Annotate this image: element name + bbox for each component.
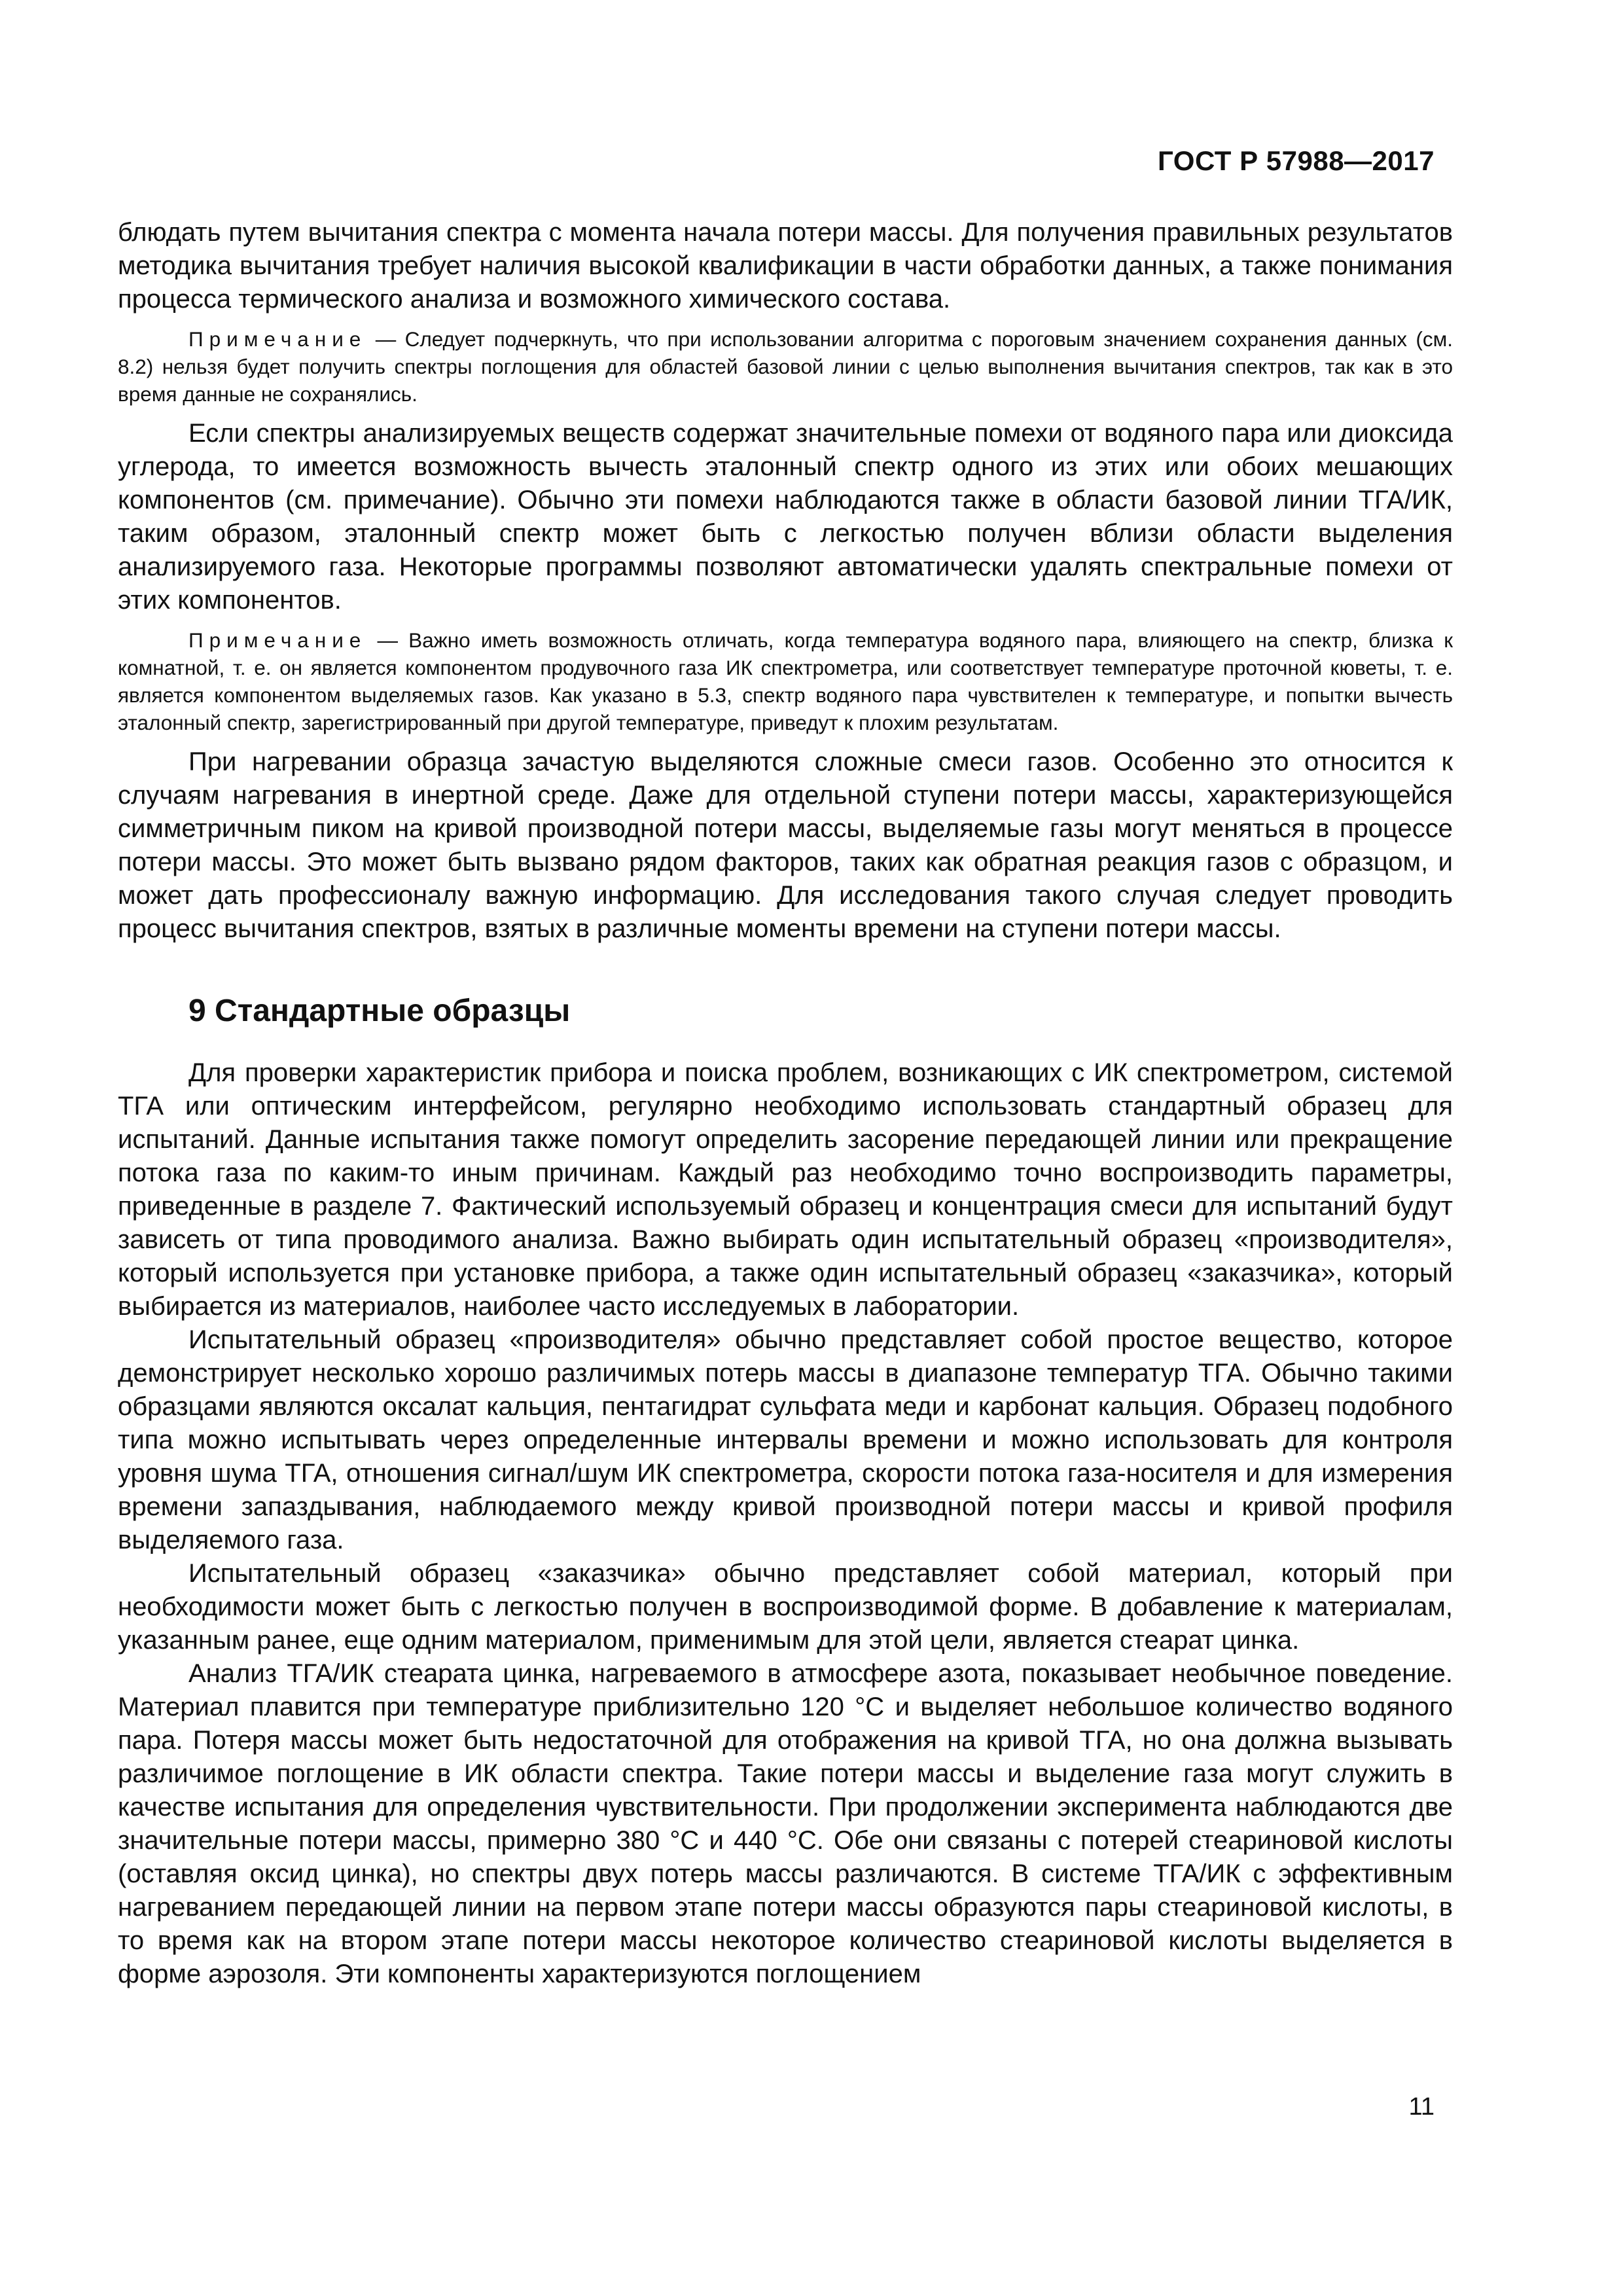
note-1 [118,325,1453,408]
paragraph-gas-mixtures: При нагревании образца зачастую выделяются сложные смеси газов. Особенно это относится к случаям нагревания в инертной среде. Даже для отдельной ступени потери массы, характеризующейся симметричным пиком на кривой производной потери массы, выделяемые газы могут меняться в процессе потери массы. Это может быть вызвано рядом факторов, таких как обратная реакция газов с образцом, и может дать профессионалу важную информацию. Для исследования такого случая следует проводить процесс вычитания спектров, взятых в различные моменты времени на ступени потери массы. [118,747,1453,943]
section-9-heading: 9 Стандартные образцы [188,994,571,1028]
note-2-text: — Важно иметь возможность отличать, когда температура водяного пара, влияющего на спектр, близка к комнатной, т. е. он является компонентом продувочного газа ИК спектрометра, или соответствует температуре проточной кюветы, т. е. является компонентом выделяемых газов. Как указано в 5.3, спектр водяного пара чувствителен к температуре, и попытки вычесть эталонный спектр, зарегистрированный при другой температуре, приведут к плохим результатам. [118,628,1453,734]
note-1-text: — Следует подчеркнуть, что при использовании алгоритма с пороговым значением сохранения данных (см. 8.2) нельзя будет получить спектры поглощения для областей базовой линии с целью выполнения вычитания спектров, так как в это время данные не сохранялись. [118,327,1453,406]
page-number: 11 [1408,2093,1435,2121]
paragraph-customer-sample: Испытательный образец «заказчика» обычно представляет собой материал, который при необходимости может быть с легкостью получен в воспроизводимой форме. В добавление к материалам, указанным ранее, еще одним материалом, применимым для этой цели, является стеарат цинка. [118,1559,1453,1655]
paragraph-continuation: блюдать путем вычитания спектра с момента начала потери массы. Для получения правильных результатов методика вычитания требует наличия высокой квалификации в части обработки данных, а также понимания процесса термического анализа и возможного химического состава. [118,218,1453,314]
standard-header: ГОСТ Р 57988—2017 [1158,145,1435,176]
page-content [118,216,1453,1991]
paragraph-manufacturer-sample: Испытательный образец «производителя» обычно представляет собой простое вещество, которое демонстрирует несколько хорошо различимых потерь массы в диапазоне температур ТГА. Обычно такими образцами являются оксалат кальция, пентагидрат сульфата меди и карбонат кальция. Образец подобного типа можно испытывать через определенные интервалы времени и можно использовать для контроля уровня шума ТГА, отношения сигнал/шум ИК спектрометра, скорости потока газа-носителя и для измерения времени запаздывания, наблюдаемого между кривой производной потери массы и кривой профиля выделяемого газа. [118,1325,1453,1554]
note-2-label: Примечание [188,628,367,652]
paragraph-interference: Если спектры анализируемых веществ содержат значительные помехи от водяного пара или диоксида углерода, то имеется возможность вычесть эталонный спектр одного из этих или обоих мешающих компонентов (см. примечание). Обычно эти помехи наблюдаются также в области базовой линии ТГА/ИК, таким образом, эталонный спектр может быть с легкостью получен вблизи области выделения анализируемого газа. Некоторые программы позволяют автоматически удалять спектральные помехи от этих компонентов. [118,419,1453,615]
note-1-label: Примечание [188,327,367,351]
note-2 [118,626,1453,736]
paragraph-standard-samples: Для проверки характеристик прибора и поиска проблем, возникающих с ИК спектрометром, системой ТГА или оптическим интерфейсом, регулярно необходимо использовать стандартный образец для испытаний. Данные испытания также помогут определить засорение передающей линии или прекращение потока газа по каким-то иным причинам. Каждый раз необходимо точно воспроизводить параметры, приведенные в разделе 7. Фактический используемый образец и концентрация смеси для испытаний будут зависеть от типа проводимого анализа. Важно выбирать один испытательный образец «производителя», который используется при установке прибора, а также один испытательный образец «заказчика», который выбирается из материалов, наиболее часто исследуемых в лаборатории. [118,1058,1453,1321]
paragraph-zinc-stearate: Анализ ТГА/ИК стеарата цинка, нагреваемого в атмосфере азота, показывает необычное поведение. Материал плавится при температуре приблизительно 120 °С и выделяет небольшое количество водяного пара. Потеря массы может быть недостаточной для отображения на кривой ТГА, но она должна вызывать различимое поглощение в ИК области спектра. Такие потери массы и выделение газа могут служить в качестве испытания для определения чувствительности. При продолжении эксперимента наблюдаются две значительные потери массы, примерно 380 °С и 440 °С. Обе они связаны с потерей стеариновой кислоты (оставляя оксид цинка), но спектры двух потерь массы различаются. В системе ТГА/ИК с эффективным нагреванием передающей линии на первом этапе потери массы образуются пары стеариновой кислоты, в то время как на втором этапе потери массы некоторое количество стеариновой кислоты выделяется в форме аэрозоля. Эти компоненты характеризуются поглощением [118,1659,1453,1988]
